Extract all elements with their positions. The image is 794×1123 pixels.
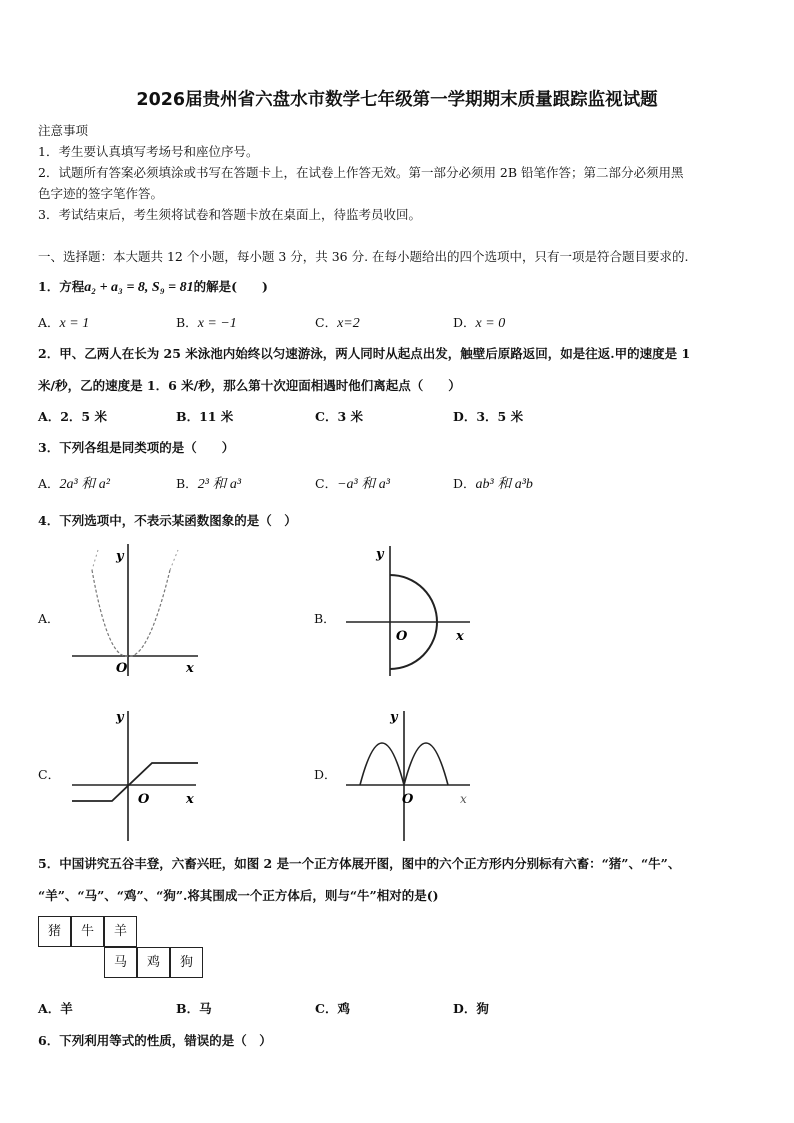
q4-graph-c	[68, 705, 208, 845]
notice-heading: 注意事项	[38, 123, 89, 138]
question-3: 3．下列各组是同类项的是（ ）	[38, 440, 235, 455]
origin-label: O	[138, 792, 150, 807]
q5-option-d[interactable]: D．狗	[453, 1001, 489, 1016]
axis-y-label: y	[116, 710, 124, 725]
q4-option-a-label[interactable]: A．	[38, 611, 60, 626]
parabola-curve	[92, 570, 170, 656]
q4-option-c-label[interactable]: C．	[38, 767, 61, 782]
axis-x-label: x	[460, 792, 467, 806]
question-5-line-2: “羊”、“马”、“鸡”、“狗”.将其围成一个正方体后，则与“牛”相对的是()	[38, 888, 439, 903]
q1-prefix: 1．方程	[38, 279, 85, 294]
net-cell-ox: 牛	[71, 916, 104, 947]
q2-option-b[interactable]: B．11 米	[176, 409, 234, 424]
page-title: 2026届贵州省六盘水市数学七年级第一学期期末质量跟踪监视试题	[136, 90, 658, 110]
q4-graph-a	[68, 540, 208, 680]
q5-option-b[interactable]: B．马	[176, 1001, 212, 1016]
notice-item-2: 2．试题所有答案必须填涂或书写在答题卡上，在试卷上作答无效。第一部分必须用 2B 铅笔作答；第二部分必须用黑	[38, 165, 684, 180]
q3-option-b[interactable]: B．2³ 和 a³	[176, 476, 242, 492]
q3-option-d[interactable]: D．ab³ 和 a³b	[453, 476, 533, 492]
q1-option-d[interactable]: D．x = 0	[453, 315, 506, 331]
q2-option-c[interactable]: C．3 米	[315, 409, 363, 424]
axis-x-label: x	[186, 792, 194, 807]
net-cell-dog: 狗	[170, 947, 203, 978]
q1-math: a₂ + a₃ = 8, S₉ = 81	[84, 280, 194, 295]
question-6: 6．下列利用等式的性质，错误的是（ ）	[38, 1033, 272, 1048]
notice-item-1: 1．考生要认真填写考场号和座位序号。	[38, 144, 259, 159]
q1-suffix: 的解是( )	[193, 279, 268, 294]
q4-option-d-label[interactable]: D．	[314, 767, 337, 782]
net-cell-chicken: 鸡	[137, 947, 170, 978]
q5-option-c[interactable]: C．鸡	[315, 1001, 350, 1016]
question-4: 4．下列选项中，不表示某函数图象的是（ ）	[38, 513, 297, 528]
net-cell-pig: 猪	[38, 916, 71, 947]
net-cell-horse: 马	[104, 947, 137, 978]
q4-graph-b	[342, 540, 482, 680]
q5-option-a[interactable]: A．羊	[38, 1001, 73, 1016]
axis-y-label: y	[116, 549, 124, 564]
parabola-ends	[92, 550, 178, 570]
question-5-line-1: 5．中国讲究五谷丰登，六畜兴旺，如图 2 是一个正方体展开图，图中的六个正方形内分别标有六畜：“猪”、“牛”、	[38, 856, 681, 871]
q1-option-b[interactable]: B．x = −1	[176, 315, 237, 331]
q2-option-d[interactable]: D．3．5 米	[453, 409, 524, 424]
net-cell-sheep: 羊	[104, 916, 137, 947]
q3-option-c[interactable]: C．−a³ 和 a³	[315, 476, 390, 492]
axis-x-label: x	[186, 661, 194, 676]
notice-item-3: 3．考试结束后，考生须将试卷和答题卡放在桌面上，待监考员收回。	[38, 207, 421, 222]
question-1	[38, 277, 268, 296]
axis-y-label: y	[376, 547, 384, 562]
question-2-line-1: 2．甲、乙两人在长为 25 米泳池内始终以匀速游泳，两人同时从起点出发，触壁后原路返回，如是往返.甲的速度是 1	[38, 346, 691, 361]
piecewise-line	[72, 763, 198, 801]
notice-item-2-cont: 色字迹的签字笔作答。	[38, 186, 164, 201]
q2-option-a[interactable]: A．2．5 米	[38, 409, 107, 424]
axis-x-label: x	[456, 629, 464, 644]
q4-option-b-label[interactable]: B．	[314, 611, 336, 626]
section-heading: 一、选择题：本大题共 12 个小题，每小题 3 分，共 36 分. 在每小题给出的四个选项中，只有一项是符合题目要求的.	[38, 249, 689, 264]
q1-option-c[interactable]: C．x=2	[315, 315, 360, 331]
origin-label: O	[402, 792, 414, 807]
q1-option-a[interactable]: A．x = 1	[38, 315, 90, 331]
q3-option-a[interactable]: A．2a³ 和 a²	[38, 476, 110, 492]
q4-graph-d	[342, 705, 482, 845]
question-2-line-2: 米/秒，乙的速度是 1．6 米/秒，那么第十次迎面相遇时他们离起点（ ）	[38, 378, 461, 393]
axis-y-label: y	[390, 710, 398, 725]
origin-label: O	[116, 661, 128, 676]
origin-label: O	[396, 629, 408, 644]
